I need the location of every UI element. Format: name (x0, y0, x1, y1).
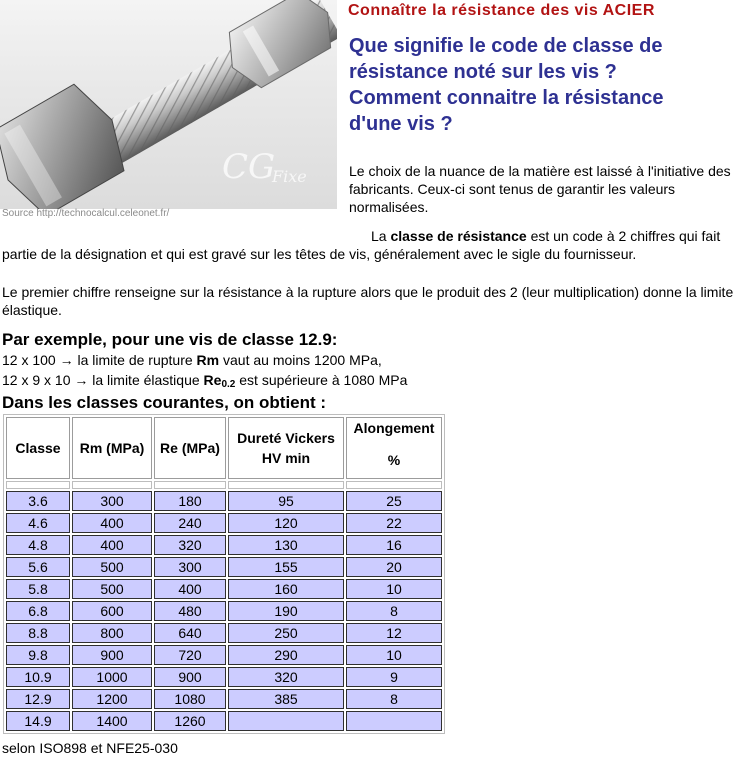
text-run: Re (203, 372, 222, 388)
emphasis-term: classe de résistance (390, 228, 527, 244)
cell-re: 180 (154, 491, 226, 511)
cell-rm: 1400 (72, 711, 152, 731)
cell-hv: 155 (228, 557, 344, 577)
cell-classe: 3.6 (6, 491, 70, 511)
cell-rm: 900 (72, 645, 152, 665)
cell-allongement: 16 (346, 535, 442, 555)
cell-rm: 400 (72, 513, 152, 533)
cell-rm: 500 (72, 579, 152, 599)
cell-hv: 160 (228, 579, 344, 599)
cell-classe: 9.8 (6, 645, 70, 665)
column-header-allongement (346, 417, 442, 479)
cell-re: 720 (154, 645, 226, 665)
cell-re: 300 (154, 557, 226, 577)
cell-hv: 130 (228, 535, 344, 555)
cell-classe: 4.6 (6, 513, 70, 533)
cell-classe: 14.9 (6, 711, 70, 731)
text-run: est supérieure à 1080 MPa (235, 372, 408, 388)
spacer-cell (228, 481, 344, 489)
cell-allongement: 10 (346, 645, 442, 665)
cell-rm: 800 (72, 623, 152, 643)
cell-re: 640 (154, 623, 226, 643)
class-paragraph-line2: partie de la désignation et qui est gravé sur les têtes de vis, généralement avec le sigle du fournisseur. (2, 246, 637, 262)
title-line: d'une vis ? (349, 113, 453, 135)
subscript: 0.2 (221, 379, 236, 390)
cell-hv: 250 (228, 623, 344, 643)
strength-class-table (3, 414, 445, 734)
header-line: HV min (261, 450, 311, 466)
class-paragraph (2, 227, 744, 263)
table-row (6, 535, 442, 555)
spacer-cell (154, 481, 226, 489)
example-heading: Par exemple, pour une vis de classe 12.9: (2, 330, 338, 349)
cell-hv: 385 (228, 689, 344, 709)
emphasis-term: Rm (196, 352, 220, 368)
cell-rm: 500 (72, 557, 152, 577)
cell-allongement: 10 (346, 579, 442, 599)
cell-allongement: 22 (346, 513, 442, 533)
photo-source-caption: Source http://technocalcul.celeonet.fr/ (2, 208, 170, 219)
first-digit-paragraph: Le premier chiffre renseigne sur la résistance à la rupture alors que le produit des 2 (leur multiplication) donne la limite élastique. (2, 284, 734, 318)
table-header-row (6, 417, 442, 479)
cell-re: 240 (154, 513, 226, 533)
cell-rm: 400 (72, 535, 152, 555)
cell-re: 400 (154, 579, 226, 599)
cell-allongement: 8 (346, 601, 442, 621)
table-row (6, 557, 442, 577)
cell-classe: 5.6 (6, 557, 70, 577)
cell-allongement (346, 711, 442, 731)
emphasis-term (204, 372, 236, 388)
title-line: Que signifie le code de classe de (349, 35, 663, 57)
spacer-cell (6, 481, 70, 489)
cell-allongement: 8 (346, 689, 442, 709)
table-row (6, 513, 442, 533)
page-kicker: Connaître la résistance des vis ACIER (348, 2, 655, 19)
table-row (6, 491, 442, 511)
column-header-rm: Rm (MPa) (72, 417, 152, 479)
column-header-durete (228, 417, 344, 479)
header-line: Dureté Vickers (237, 430, 335, 446)
cell-allongement: 20 (346, 557, 442, 577)
watermark-logo: CG (222, 147, 276, 187)
cell-re: 1260 (154, 711, 226, 731)
bolt-illustration (0, 0, 337, 209)
table-row (6, 689, 442, 709)
table-row (6, 667, 442, 687)
cell-hv: 320 (228, 667, 344, 687)
cell-re: 320 (154, 535, 226, 555)
text-run: est un code à 2 chiffres qui fait (526, 228, 721, 244)
table-row (6, 645, 442, 665)
cell-rm: 600 (72, 601, 152, 621)
column-header-re: Re (MPa) (154, 417, 226, 479)
table-row (6, 579, 442, 599)
page-title (349, 33, 744, 137)
title-line: résistance noté sur les vis ? (349, 61, 617, 83)
cell-hv: 190 (228, 601, 344, 621)
header-line: % (387, 452, 401, 468)
text-run: 12 x 100 → la limite de rupture (2, 352, 197, 368)
text-run: La (371, 228, 391, 244)
cell-hv: 290 (228, 645, 344, 665)
cell-allongement: 25 (346, 491, 442, 511)
table-row (6, 623, 442, 643)
spacer-cell (346, 481, 442, 489)
text-run: vaut au moins 1200 MPa, (219, 352, 382, 368)
example-line-rm (2, 352, 382, 368)
cell-allongement: 12 (346, 623, 442, 643)
cell-rm: 300 (72, 491, 152, 511)
cell-re: 480 (154, 601, 226, 621)
cell-hv: 95 (228, 491, 344, 511)
watermark-logo-sub: Fixe (272, 167, 307, 186)
intro-paragraph: Le choix de la nuance de la matière est laissé à l'initiative des fabricants. Ceux-ci sont tenus de garantir les valeurs normalisées. (349, 163, 731, 215)
cell-rm: 1200 (72, 689, 152, 709)
cell-re: 1080 (154, 689, 226, 709)
example-line-re (2, 372, 407, 390)
cell-hv (228, 711, 344, 731)
column-header-classe: Classe (6, 417, 70, 479)
cell-hv: 120 (228, 513, 344, 533)
bolt-photo (0, 0, 337, 209)
cell-classe: 10.9 (6, 667, 70, 687)
class-paragraph-line1 (2, 227, 744, 245)
cell-re: 900 (154, 667, 226, 687)
text-run: 12 x 9 x 10 → la limite élastique (2, 372, 204, 388)
cell-classe: 12.9 (6, 689, 70, 709)
cell-classe: 5.8 (6, 579, 70, 599)
table-spacer-row (6, 481, 442, 489)
classes-heading: Dans les classes courantes, on obtient : (2, 393, 327, 412)
title-line: Comment connaitre la résistance (349, 87, 664, 109)
cell-classe: 6.8 (6, 601, 70, 621)
cell-classe: 4.8 (6, 535, 70, 555)
table-row (6, 601, 442, 621)
spacer-cell (72, 481, 152, 489)
standards-note: selon ISO898 et NFE25-030 (2, 740, 178, 756)
cell-classe: 8.8 (6, 623, 70, 643)
cell-allongement: 9 (346, 667, 442, 687)
header-line: Alongement (353, 420, 435, 436)
cell-rm: 1000 (72, 667, 152, 687)
table-row (6, 711, 442, 731)
